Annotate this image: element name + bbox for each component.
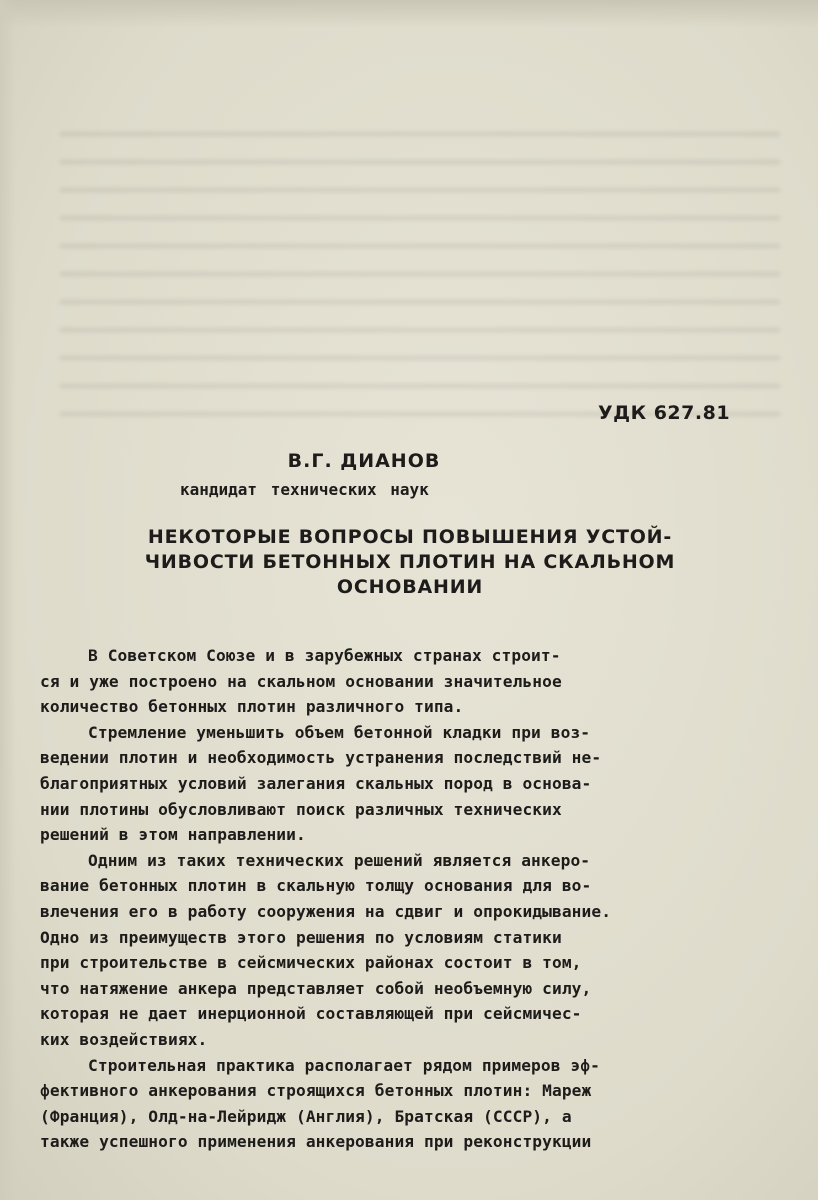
body-line: Одним из таких технических решений является анкеро- xyxy=(88,850,591,870)
article-title xyxy=(110,525,710,600)
body-line: также успешного применения анкерования при реконструкции xyxy=(40,1132,592,1152)
bleed-through-text xyxy=(60,120,780,420)
body-line: В Советском Союзе и в зарубежных странах строит- xyxy=(88,646,561,665)
body-line: фективного анкерования строящихся бетонных плотин: Мареж xyxy=(40,1081,592,1101)
author-degree: кандидат технических наук xyxy=(180,480,429,499)
body-line: при строительстве в сейсмических районах состоит в том, xyxy=(40,953,582,973)
body-line: ведении плотин и необходимость устранения последствий не- xyxy=(40,748,602,768)
body-line: ких воздействиях. xyxy=(40,1029,208,1049)
body-line: вание бетонных плотин в скальную толщу основания для во- xyxy=(40,876,592,896)
body-line: Стремление уменьшить объем бетонной кладки при воз- xyxy=(88,722,591,742)
page-edge-shadow xyxy=(0,0,818,28)
body-line: которая не дает инерционной составляющей при сейсмичес- xyxy=(40,1004,582,1024)
body-line: ся и уже построено на скальном основании значительное xyxy=(40,671,562,691)
title-line: НЕКОТОРЫЕ ВОПРОСЫ ПОВЫШЕНИЯ УСТОЙ- xyxy=(147,526,673,548)
udc-code: УДК 627.81 xyxy=(598,402,731,424)
body-line: Строительная практика располагает рядом примеров эф- xyxy=(88,1055,600,1075)
article-body xyxy=(40,643,760,1155)
body-line: благоприятных условий залегания скальных пород в основа- xyxy=(40,773,592,793)
body-line: (Франция), Олд-на-Лейридж (Англия), Братская (СССР), а xyxy=(40,1106,572,1126)
page-edge-shadow-left xyxy=(0,0,16,1200)
title-line: ЧИВОСТИ БЕТОННЫХ ПЛОТИН НА СКАЛЬНОМ xyxy=(144,551,676,573)
body-line: решений в этом направлении. xyxy=(40,825,306,845)
body-line: Одно из преимуществ этого решения по условиям статики xyxy=(40,927,562,947)
title-line: ОСНОВАНИИ xyxy=(336,576,484,598)
body-line: что натяжение анкера представляет собой необъемную силу, xyxy=(40,978,592,998)
body-line: количество бетонных плотин различного типа. xyxy=(40,697,464,717)
body-line: нии плотины обусловливают поиск различных технических xyxy=(40,799,562,819)
body-line: влечения его в работу сооружения на сдвиг и опрокидывание. xyxy=(40,901,612,921)
author-name: В.Г. ДИАНОВ xyxy=(287,450,441,472)
